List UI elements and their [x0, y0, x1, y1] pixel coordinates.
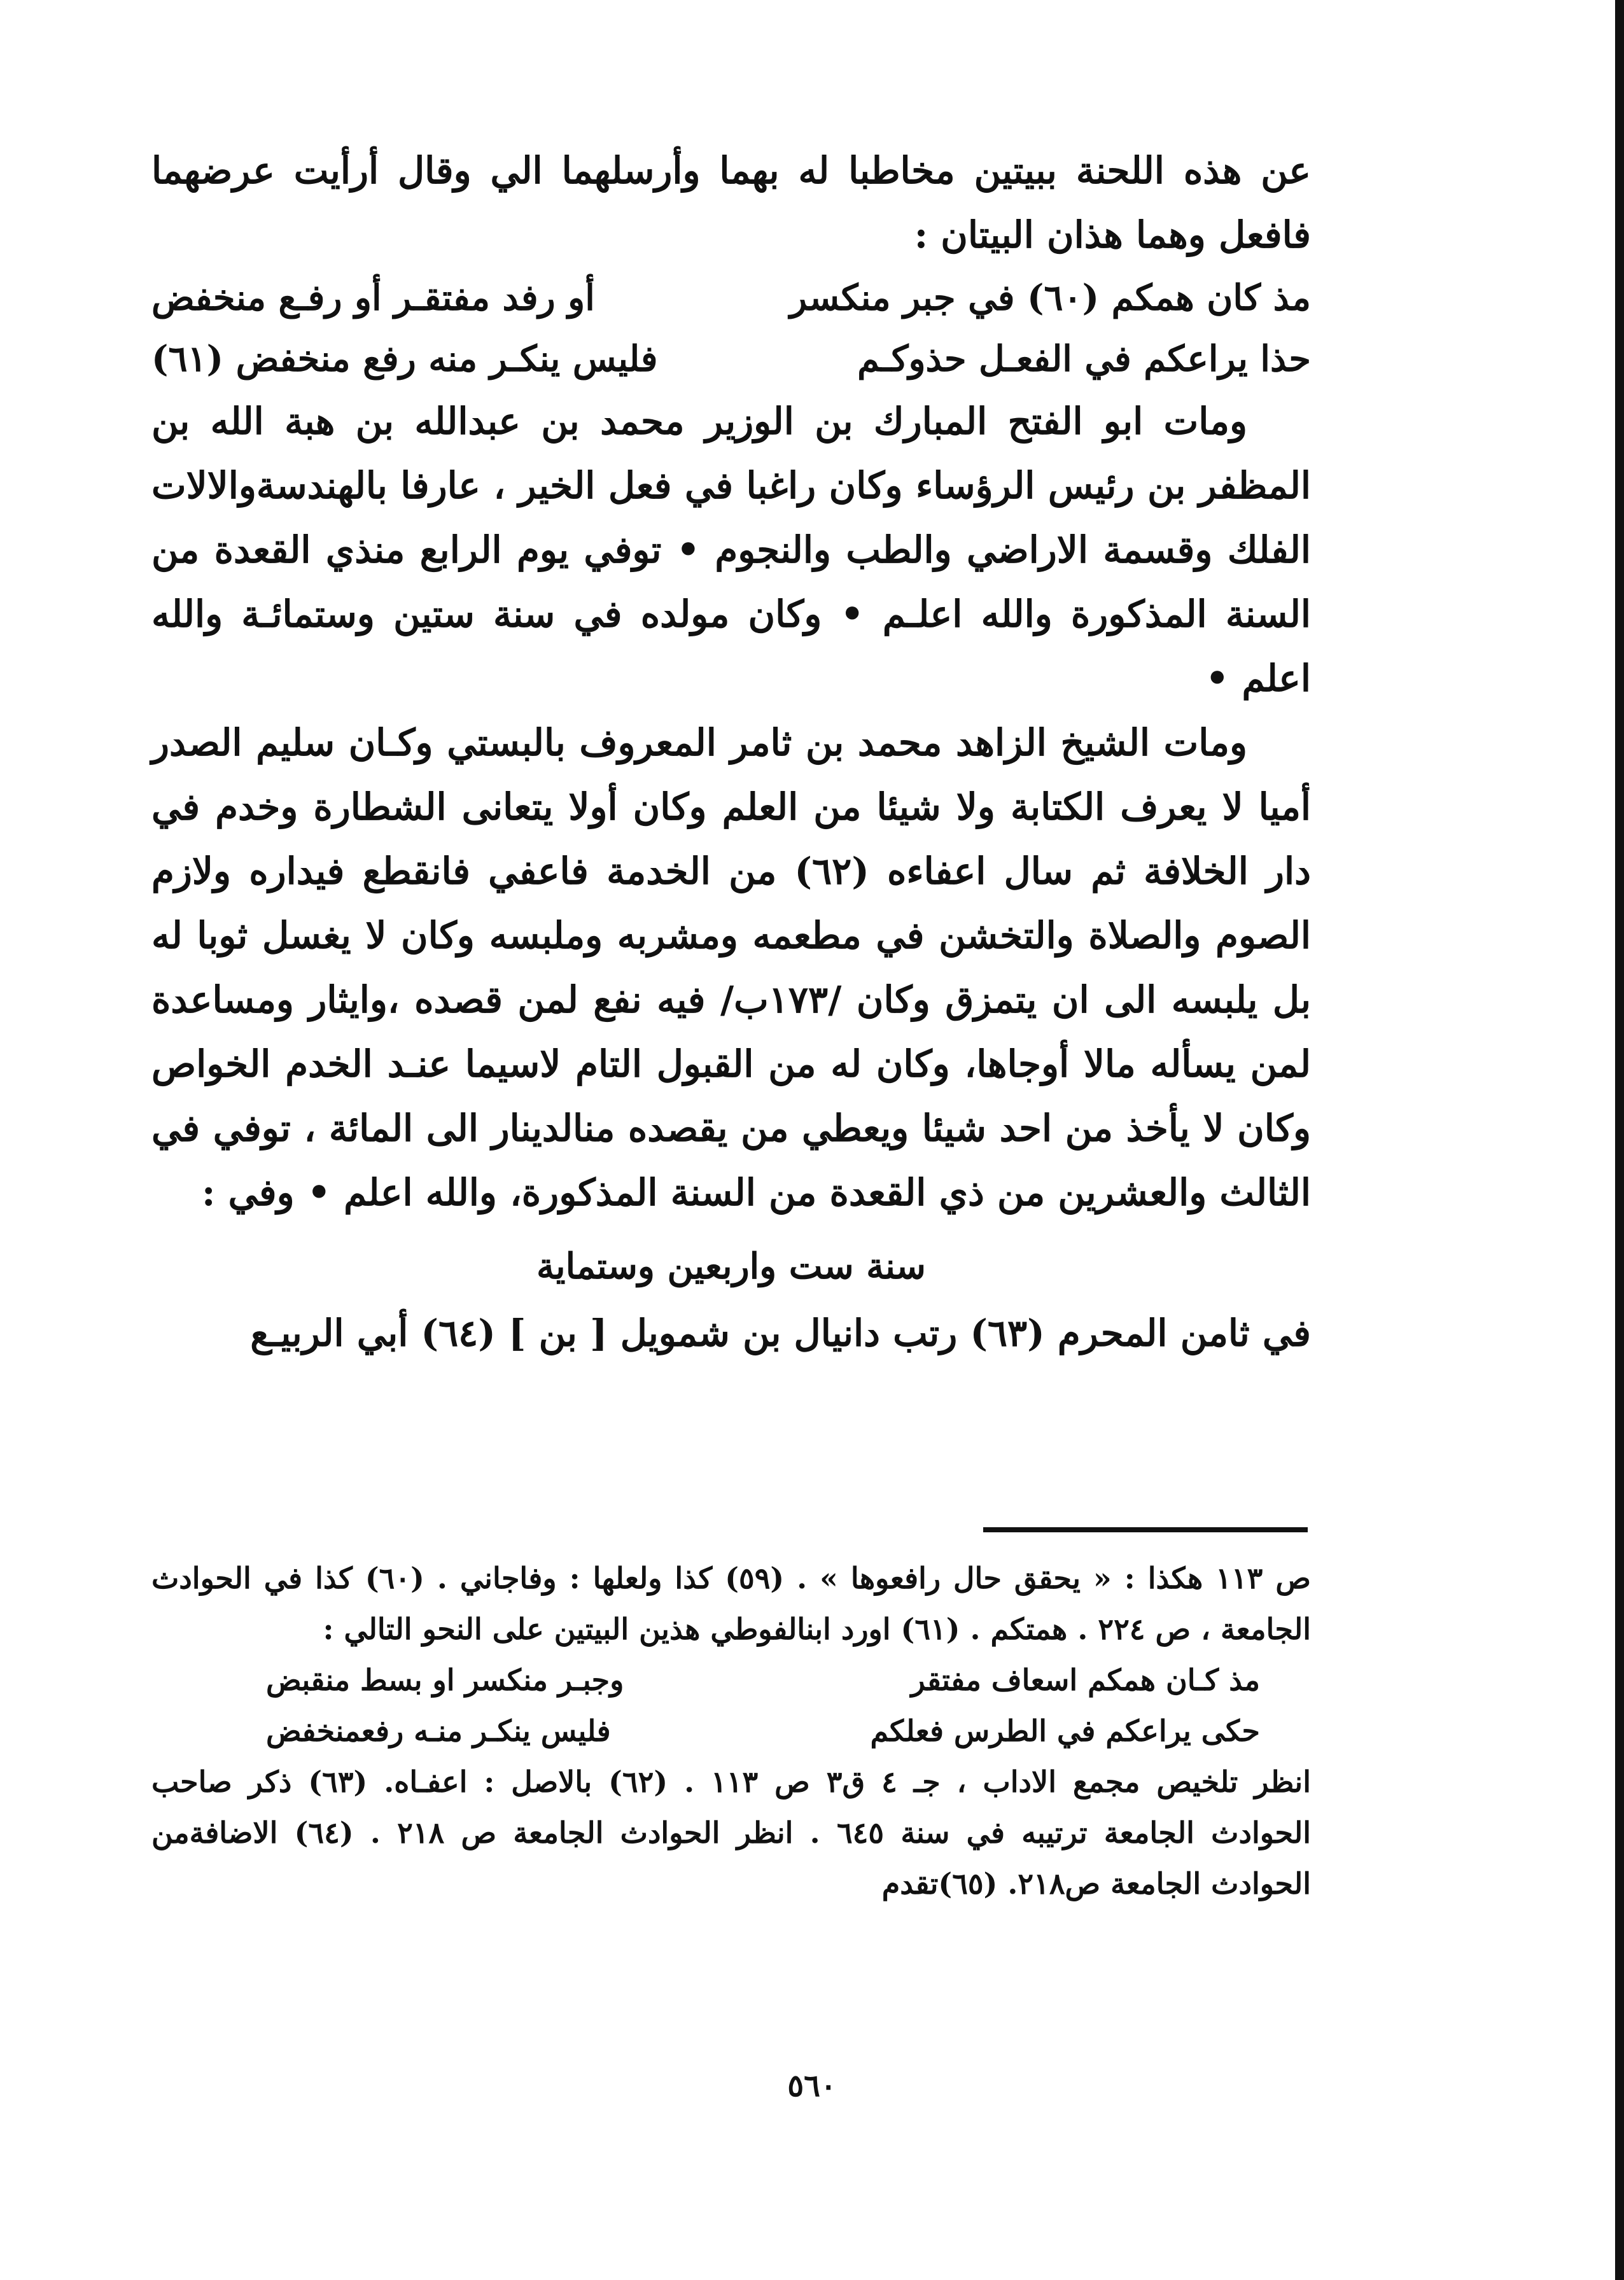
footnotes [151, 1553, 1311, 1909]
footnote-separator [983, 1527, 1308, 1532]
footnote-block-1: ص ١١٣ هكذا : « يحقق حال رافعوها » . (٥٩) كذا ولعلها : وفاجاني . (٦٠) كذا في الحوادث الجامعة ، ص ٢٢٤ . همتكم . (٦١) اورد ابنالفوطي هذين البيتين على النحو التالي : [151, 1561, 1311, 1646]
verse-1-first-hemistich: مذ كان همكم (٦٠) في جبر منكسر [789, 277, 1311, 319]
verse-line-2 [151, 328, 1311, 389]
page-number: ٥٦٠ [787, 2068, 837, 2104]
paragraph-2: ومات ابو الفتح المبارك بن الوزير محمد بن عبدالله بن هبة الله بن المظفر بن رئيس الرؤساء وكان راغبا في فعل الخير ، عارفا بالهندسةوالالات الفلك وقسمة الاراضي والطب والنجوم • توفي يوم الرابع منذي القعدة من السنة المذكورة والله اعلـم • وكان مولده في سنة ستين وستمائـة والله اعلم • [151, 400, 1311, 700]
footnote-verse-1-second: وجبـر منكسر او بسط منقبض [266, 1663, 624, 1697]
footnote-verse-2-first: حكى يراعكم في الطرس فعلكم [870, 1714, 1260, 1748]
year-heading: سنة ست واربعين وستماية [536, 1245, 926, 1287]
verse-line-1 [151, 267, 1311, 328]
footnote-verse-1 [151, 1654, 1311, 1705]
main-text [151, 139, 1311, 1366]
paragraph-3: ومات الشيخ الزاهد محمد بن ثامر المعروف بالبستي وكـان سليم الصدر أميا لا يعرف الكتابة ولا شيئا من العلم وكان أولا يتعانى الشطارة وخدم في دار الخلافة ثم سال اعفاءه (٦٢) من الخدمة فاعفي فانقطع فيداره ولازم الصوم والصلاة والتخشن في مطعمه ومشربه وملبسه وكان لا يغسل ثوبا له بل يلبسه الى ان يتمزق وكان /١٧٣ب/ فيه نفع لمن قصده ،وايثار ومساعدة لمن يسأله مالا أوجاها، وكان له من القبول التام لاسيما عنـد الخدم الخواص وكان لا يأخذ من احد شيئا ويعطي من يقصده منالدينار الى المائة ، توفي في الثالث والعشرين من ذي القعدة من السنة المذكورة، والله اعلم • وفي : [151, 721, 1311, 1214]
footnote-verse-2-second: فليس ينكـر منـه رفعمنخفض [266, 1714, 611, 1748]
scan-edge [1615, 0, 1624, 2280]
paragraph-1: عن هذه اللحنة ببيتين مخاطبا له بهما وأرسلهما الي وقال أرأيت عرضهما فافعل وهما هذان البيتان : [151, 149, 1311, 256]
verse-2-first-hemistich: حذا يراعكم في الفعـل حذوكـم [857, 338, 1311, 380]
paragraph-4: في ثامن المحرم (٦٣) رتب دانيال بن شمويل [ بن ] (٦٤) أبي الربيـع [250, 1311, 1311, 1355]
footnote-verse-1-first: مذ كـان همكم اسعاف مفتقر [911, 1663, 1260, 1697]
verse-2-second-hemistich: فليس ينكـر منه رفع منخفض (٦١) [151, 338, 658, 380]
verse-1-second-hemistich: أو رفد مفتقـر أو رفـع منخفض [151, 277, 595, 319]
footnote-verse-2 [151, 1705, 1311, 1756]
footnote-block-2: انظر تلخيص مجمع الاداب ، جـ ٤ ق٣ ص ١١٣ . (٦٢) بالاصل : اعفـاه. (٦٣) ذكر صاحب الحوادث الجامعة ترتيبه في سنة ٦٤٥ . انظر الحوادث الجامعة ص ٢١٨ . (٦٤) الاضافةمن الحوادث الجامعة ص٢١٨. (٦٥)تقدم [151, 1765, 1311, 1901]
